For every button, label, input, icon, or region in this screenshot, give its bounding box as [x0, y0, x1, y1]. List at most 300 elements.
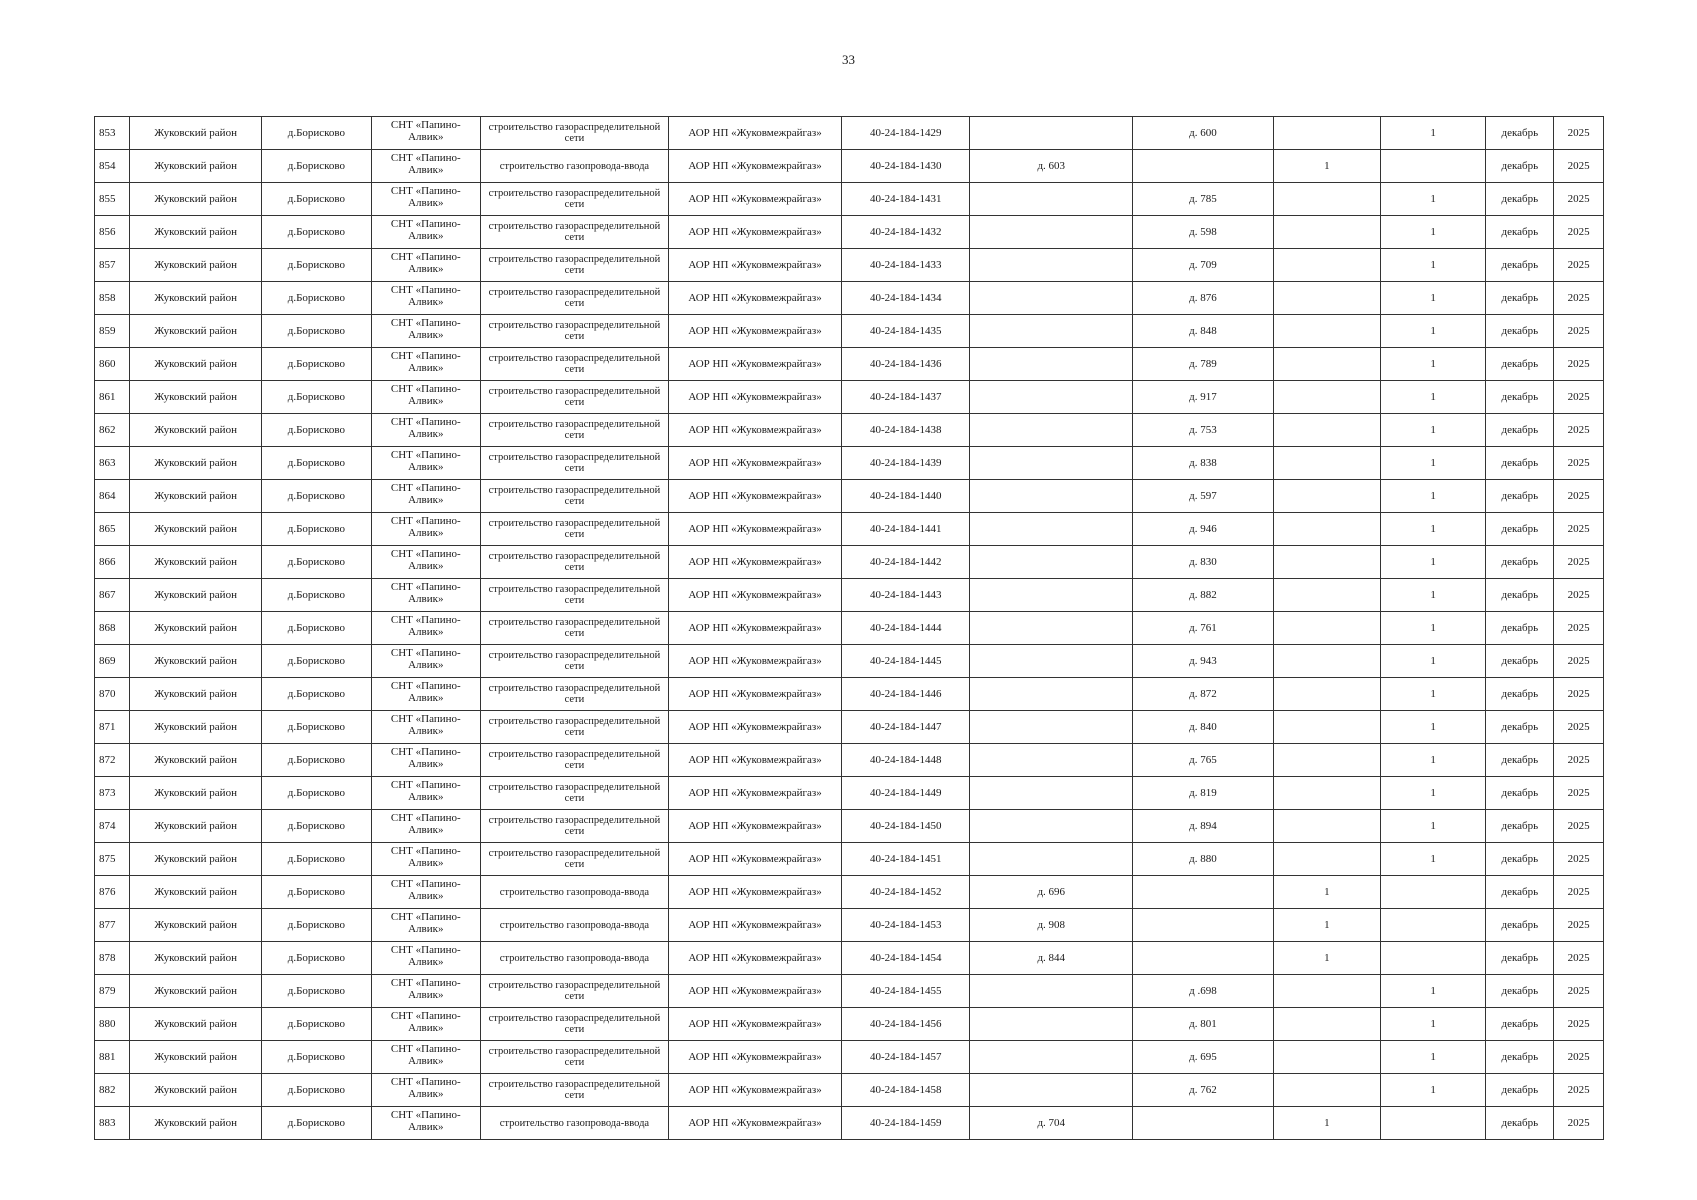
work-type-cell: строительство газораспределительной сети: [481, 777, 669, 810]
district-cell: Жуковский район: [130, 942, 262, 975]
row-number: 870: [95, 678, 130, 711]
cadastral-number-cell: 40-24-184-1445: [842, 645, 970, 678]
house-number-b-cell: д. 598: [1133, 216, 1273, 249]
village-cell: д.Борисково: [262, 645, 371, 678]
house-number-a-cell: д. 844: [970, 942, 1133, 975]
row-number: 878: [95, 942, 130, 975]
organization-cell: АОР НП «Жуковмежрайгаз»: [668, 810, 841, 843]
work-type-cell: строительство газораспределительной сети: [481, 282, 669, 315]
year-cell: 2025: [1554, 1107, 1604, 1140]
row-number: 856: [95, 216, 130, 249]
cadastral-number-cell: 40-24-184-1450: [842, 810, 970, 843]
house-number-a-cell: [970, 612, 1133, 645]
snt-cell: СНТ «Папино-Алвик»: [371, 1041, 480, 1074]
house-number-a-cell: [970, 843, 1133, 876]
quantity-a-cell: [1273, 249, 1380, 282]
village-cell: д.Борисково: [262, 1074, 371, 1107]
house-number-b-cell: д. 830: [1133, 546, 1273, 579]
quantity-a-cell: [1273, 381, 1380, 414]
table-row: [95, 579, 1604, 612]
work-type-cell: строительство газораспределительной сети: [481, 1074, 669, 1107]
table-row: [95, 678, 1604, 711]
table-row: [95, 711, 1604, 744]
quantity-b-cell: 1: [1380, 678, 1485, 711]
quantity-b-cell: 1: [1380, 579, 1485, 612]
quantity-b-cell: [1380, 1107, 1485, 1140]
month-cell: декабрь: [1486, 579, 1554, 612]
house-number-a-cell: д. 603: [970, 150, 1133, 183]
village-cell: д.Борисково: [262, 117, 371, 150]
year-cell: 2025: [1554, 282, 1604, 315]
village-cell: д.Борисково: [262, 612, 371, 645]
year-cell: 2025: [1554, 315, 1604, 348]
cadastral-number-cell: 40-24-184-1443: [842, 579, 970, 612]
cadastral-number-cell: 40-24-184-1456: [842, 1008, 970, 1041]
cadastral-number-cell: 40-24-184-1436: [842, 348, 970, 381]
snt-cell: СНТ «Папино-Алвик»: [371, 183, 480, 216]
village-cell: д.Борисково: [262, 579, 371, 612]
district-cell: Жуковский район: [130, 612, 262, 645]
year-cell: 2025: [1554, 414, 1604, 447]
snt-cell: СНТ «Папино-Алвик»: [371, 744, 480, 777]
house-number-a-cell: [970, 183, 1133, 216]
cadastral-number-cell: 40-24-184-1438: [842, 414, 970, 447]
house-number-a-cell: [970, 216, 1133, 249]
house-number-a-cell: [970, 810, 1133, 843]
district-cell: Жуковский район: [130, 777, 262, 810]
house-number-b-cell: д. 762: [1133, 1074, 1273, 1107]
month-cell: декабрь: [1486, 843, 1554, 876]
table-row: [95, 612, 1604, 645]
row-number: 880: [95, 1008, 130, 1041]
month-cell: декабрь: [1486, 249, 1554, 282]
month-cell: декабрь: [1486, 381, 1554, 414]
year-cell: 2025: [1554, 1074, 1604, 1107]
quantity-b-cell: 1: [1380, 183, 1485, 216]
quantity-b-cell: 1: [1380, 480, 1485, 513]
quantity-b-cell: [1380, 909, 1485, 942]
month-cell: декабрь: [1486, 645, 1554, 678]
village-cell: д.Борисково: [262, 513, 371, 546]
house-number-b-cell: д. 785: [1133, 183, 1273, 216]
house-number-b-cell: д. 600: [1133, 117, 1273, 150]
cadastral-number-cell: 40-24-184-1442: [842, 546, 970, 579]
month-cell: декабрь: [1486, 216, 1554, 249]
year-cell: 2025: [1554, 1008, 1604, 1041]
district-cell: Жуковский район: [130, 909, 262, 942]
house-number-a-cell: [970, 579, 1133, 612]
cadastral-number-cell: 40-24-184-1433: [842, 249, 970, 282]
village-cell: д.Борисково: [262, 744, 371, 777]
cadastral-number-cell: 40-24-184-1431: [842, 183, 970, 216]
organization-cell: АОР НП «Жуковмежрайгаз»: [668, 711, 841, 744]
year-cell: 2025: [1554, 876, 1604, 909]
table-row: [95, 975, 1604, 1008]
district-cell: Жуковский район: [130, 447, 262, 480]
row-number: 877: [95, 909, 130, 942]
quantity-a-cell: [1273, 348, 1380, 381]
organization-cell: АОР НП «Жуковмежрайгаз»: [668, 1008, 841, 1041]
row-number: 857: [95, 249, 130, 282]
organization-cell: АОР НП «Жуковмежрайгаз»: [668, 579, 841, 612]
village-cell: д.Борисково: [262, 1041, 371, 1074]
cadastral-number-cell: 40-24-184-1434: [842, 282, 970, 315]
organization-cell: АОР НП «Жуковмежрайгаз»: [668, 744, 841, 777]
quantity-a-cell: 1: [1273, 876, 1380, 909]
snt-cell: СНТ «Папино-Алвик»: [371, 1074, 480, 1107]
table-row: [95, 645, 1604, 678]
work-type-cell: строительство газопровода-ввода: [481, 150, 669, 183]
cadastral-number-cell: 40-24-184-1451: [842, 843, 970, 876]
snt-cell: СНТ «Папино-Алвик»: [371, 612, 480, 645]
house-number-b-cell: д. 695: [1133, 1041, 1273, 1074]
quantity-b-cell: 1: [1380, 381, 1485, 414]
cadastral-number-cell: 40-24-184-1455: [842, 975, 970, 1008]
table-row: [95, 117, 1604, 150]
month-cell: декабрь: [1486, 348, 1554, 381]
row-number: 872: [95, 744, 130, 777]
house-number-b-cell: [1133, 909, 1273, 942]
work-type-cell: строительство газопровода-ввода: [481, 942, 669, 975]
organization-cell: АОР НП «Жуковмежрайгаз»: [668, 843, 841, 876]
quantity-a-cell: 1: [1273, 942, 1380, 975]
table-row: [95, 150, 1604, 183]
month-cell: декабрь: [1486, 513, 1554, 546]
district-cell: Жуковский район: [130, 1041, 262, 1074]
district-cell: Жуковский район: [130, 711, 262, 744]
house-number-a-cell: [970, 711, 1133, 744]
year-cell: 2025: [1554, 216, 1604, 249]
district-cell: Жуковский район: [130, 975, 262, 1008]
row-number: 868: [95, 612, 130, 645]
organization-cell: АОР НП «Жуковмежрайгаз»: [668, 1107, 841, 1140]
cadastral-number-cell: 40-24-184-1432: [842, 216, 970, 249]
table-row: [95, 282, 1604, 315]
district-cell: Жуковский район: [130, 414, 262, 447]
snt-cell: СНТ «Папино-Алвик»: [371, 150, 480, 183]
table-row: [95, 183, 1604, 216]
district-cell: Жуковский район: [130, 216, 262, 249]
organization-cell: АОР НП «Жуковмежрайгаз»: [668, 1041, 841, 1074]
organization-cell: АОР НП «Жуковмежрайгаз»: [668, 942, 841, 975]
house-number-a-cell: [970, 480, 1133, 513]
house-number-a-cell: [970, 1074, 1133, 1107]
house-number-b-cell: д. 943: [1133, 645, 1273, 678]
quantity-b-cell: 1: [1380, 315, 1485, 348]
table-row: [95, 942, 1604, 975]
row-number: 875: [95, 843, 130, 876]
house-number-b-cell: д. 597: [1133, 480, 1273, 513]
village-cell: д.Борисково: [262, 975, 371, 1008]
year-cell: 2025: [1554, 1041, 1604, 1074]
house-number-b-cell: д. 838: [1133, 447, 1273, 480]
snt-cell: СНТ «Папино-Алвик»: [371, 678, 480, 711]
work-type-cell: строительство газораспределительной сети: [481, 711, 669, 744]
village-cell: д.Борисково: [262, 942, 371, 975]
year-cell: 2025: [1554, 447, 1604, 480]
village-cell: д.Борисково: [262, 216, 371, 249]
house-number-a-cell: [970, 744, 1133, 777]
snt-cell: СНТ «Папино-Алвик»: [371, 315, 480, 348]
table-row: [95, 348, 1604, 381]
house-number-a-cell: [970, 315, 1133, 348]
organization-cell: АОР НП «Жуковмежрайгаз»: [668, 282, 841, 315]
quantity-a-cell: [1273, 1041, 1380, 1074]
year-cell: 2025: [1554, 150, 1604, 183]
year-cell: 2025: [1554, 381, 1604, 414]
year-cell: 2025: [1554, 579, 1604, 612]
work-type-cell: строительство газопровода-ввода: [481, 1107, 669, 1140]
snt-cell: СНТ «Папино-Алвик»: [371, 1008, 480, 1041]
house-number-a-cell: [970, 117, 1133, 150]
month-cell: декабрь: [1486, 711, 1554, 744]
quantity-b-cell: 1: [1380, 843, 1485, 876]
organization-cell: АОР НП «Жуковмежрайгаз»: [668, 183, 841, 216]
house-number-a-cell: [970, 678, 1133, 711]
organization-cell: АОР НП «Жуковмежрайгаз»: [668, 348, 841, 381]
quantity-a-cell: [1273, 216, 1380, 249]
row-number: 882: [95, 1074, 130, 1107]
page-number: 33: [842, 52, 855, 67]
work-type-cell: строительство газораспределительной сети: [481, 579, 669, 612]
cadastral-number-cell: 40-24-184-1429: [842, 117, 970, 150]
year-cell: 2025: [1554, 744, 1604, 777]
quantity-a-cell: [1273, 777, 1380, 810]
table-row: [95, 1008, 1604, 1041]
row-number: 883: [95, 1107, 130, 1140]
quantity-a-cell: [1273, 282, 1380, 315]
table-row: [95, 546, 1604, 579]
house-number-a-cell: д. 704: [970, 1107, 1133, 1140]
row-number: 861: [95, 381, 130, 414]
snt-cell: СНТ «Папино-Алвик»: [371, 117, 480, 150]
row-number: 879: [95, 975, 130, 1008]
village-cell: д.Борисково: [262, 183, 371, 216]
organization-cell: АОР НП «Жуковмежрайгаз»: [668, 909, 841, 942]
village-cell: д.Борисково: [262, 843, 371, 876]
work-type-cell: строительство газораспределительной сети: [481, 414, 669, 447]
quantity-b-cell: 1: [1380, 1074, 1485, 1107]
table-row: [95, 249, 1604, 282]
village-cell: д.Борисково: [262, 348, 371, 381]
row-number: 866: [95, 546, 130, 579]
quantity-a-cell: [1273, 183, 1380, 216]
district-cell: Жуковский район: [130, 348, 262, 381]
month-cell: декабрь: [1486, 414, 1554, 447]
table-row: [95, 480, 1604, 513]
village-cell: д.Борисково: [262, 1107, 371, 1140]
work-type-cell: строительство газораспределительной сети: [481, 975, 669, 1008]
house-number-b-cell: д. 753: [1133, 414, 1273, 447]
cadastral-number-cell: 40-24-184-1439: [842, 447, 970, 480]
quantity-b-cell: 1: [1380, 810, 1485, 843]
row-number: 873: [95, 777, 130, 810]
snt-cell: СНТ «Папино-Алвик»: [371, 348, 480, 381]
snt-cell: СНТ «Папино-Алвик»: [371, 975, 480, 1008]
gasification-table: [94, 116, 1604, 1140]
month-cell: декабрь: [1486, 117, 1554, 150]
house-number-b-cell: д. 789: [1133, 348, 1273, 381]
snt-cell: СНТ «Папино-Алвик»: [371, 810, 480, 843]
house-number-b-cell: д. 801: [1133, 1008, 1273, 1041]
work-type-cell: строительство газораспределительной сети: [481, 678, 669, 711]
quantity-a-cell: [1273, 546, 1380, 579]
quantity-a-cell: [1273, 447, 1380, 480]
quantity-b-cell: 1: [1380, 975, 1485, 1008]
organization-cell: АОР НП «Жуковмежрайгаз»: [668, 315, 841, 348]
year-cell: 2025: [1554, 942, 1604, 975]
quantity-b-cell: 1: [1380, 645, 1485, 678]
district-cell: Жуковский район: [130, 117, 262, 150]
snt-cell: СНТ «Папино-Алвик»: [371, 282, 480, 315]
table-row: [95, 315, 1604, 348]
house-number-b-cell: д. 876: [1133, 282, 1273, 315]
house-number-b-cell: [1133, 942, 1273, 975]
cadastral-number-cell: 40-24-184-1441: [842, 513, 970, 546]
house-number-a-cell: [970, 414, 1133, 447]
district-cell: Жуковский район: [130, 678, 262, 711]
district-cell: Жуковский район: [130, 876, 262, 909]
work-type-cell: строительство газораспределительной сети: [481, 810, 669, 843]
house-number-b-cell: д .698: [1133, 975, 1273, 1008]
year-cell: 2025: [1554, 678, 1604, 711]
organization-cell: АОР НП «Жуковмежрайгаз»: [668, 480, 841, 513]
house-number-b-cell: д. 765: [1133, 744, 1273, 777]
snt-cell: СНТ «Папино-Алвик»: [371, 1107, 480, 1140]
quantity-b-cell: 1: [1380, 117, 1485, 150]
district-cell: Жуковский район: [130, 315, 262, 348]
work-type-cell: строительство газораспределительной сети: [481, 645, 669, 678]
month-cell: декабрь: [1486, 447, 1554, 480]
row-number: 860: [95, 348, 130, 381]
district-cell: Жуковский район: [130, 645, 262, 678]
quantity-a-cell: [1273, 579, 1380, 612]
month-cell: декабрь: [1486, 1107, 1554, 1140]
table-row: [95, 1107, 1604, 1140]
house-number-a-cell: [970, 513, 1133, 546]
table-row: [95, 810, 1604, 843]
organization-cell: АОР НП «Жуковмежрайгаз»: [668, 612, 841, 645]
organization-cell: АОР НП «Жуковмежрайгаз»: [668, 876, 841, 909]
district-cell: Жуковский район: [130, 249, 262, 282]
organization-cell: АОР НП «Жуковмежрайгаз»: [668, 249, 841, 282]
work-type-cell: строительство газораспределительной сети: [481, 1008, 669, 1041]
work-type-cell: строительство газораспределительной сети: [481, 381, 669, 414]
quantity-b-cell: 1: [1380, 216, 1485, 249]
year-cell: 2025: [1554, 348, 1604, 381]
quantity-a-cell: [1273, 117, 1380, 150]
snt-cell: СНТ «Папино-Алвик»: [371, 447, 480, 480]
work-type-cell: строительство газораспределительной сети: [481, 513, 669, 546]
organization-cell: АОР НП «Жуковмежрайгаз»: [668, 1074, 841, 1107]
row-number: 874: [95, 810, 130, 843]
snt-cell: СНТ «Папино-Алвик»: [371, 414, 480, 447]
village-cell: д.Борисково: [262, 711, 371, 744]
house-number-a-cell: [970, 381, 1133, 414]
quantity-a-cell: 1: [1273, 909, 1380, 942]
organization-cell: АОР НП «Жуковмежрайгаз»: [668, 678, 841, 711]
snt-cell: СНТ «Папино-Алвик»: [371, 711, 480, 744]
quantity-b-cell: 1: [1380, 513, 1485, 546]
organization-cell: АОР НП «Жуковмежрайгаз»: [668, 447, 841, 480]
district-cell: Жуковский район: [130, 282, 262, 315]
village-cell: д.Борисково: [262, 480, 371, 513]
snt-cell: СНТ «Папино-Алвик»: [371, 480, 480, 513]
row-number: 858: [95, 282, 130, 315]
row-number: 871: [95, 711, 130, 744]
row-number: 853: [95, 117, 130, 150]
cadastral-number-cell: 40-24-184-1457: [842, 1041, 970, 1074]
snt-cell: СНТ «Папино-Алвик»: [371, 645, 480, 678]
month-cell: декабрь: [1486, 909, 1554, 942]
cadastral-number-cell: 40-24-184-1459: [842, 1107, 970, 1140]
organization-cell: АОР НП «Жуковмежрайгаз»: [668, 150, 841, 183]
year-cell: 2025: [1554, 546, 1604, 579]
house-number-a-cell: [970, 546, 1133, 579]
quantity-b-cell: 1: [1380, 447, 1485, 480]
district-cell: Жуковский район: [130, 810, 262, 843]
quantity-b-cell: 1: [1380, 612, 1485, 645]
house-number-a-cell: [970, 1008, 1133, 1041]
village-cell: д.Борисково: [262, 249, 371, 282]
cadastral-number-cell: 40-24-184-1449: [842, 777, 970, 810]
house-number-b-cell: [1133, 150, 1273, 183]
year-cell: 2025: [1554, 909, 1604, 942]
month-cell: декабрь: [1486, 1074, 1554, 1107]
district-cell: Жуковский район: [130, 579, 262, 612]
year-cell: 2025: [1554, 810, 1604, 843]
cadastral-number-cell: 40-24-184-1430: [842, 150, 970, 183]
quantity-b-cell: 1: [1380, 546, 1485, 579]
month-cell: декабрь: [1486, 810, 1554, 843]
row-number: 859: [95, 315, 130, 348]
row-number: 876: [95, 876, 130, 909]
quantity-b-cell: [1380, 150, 1485, 183]
work-type-cell: строительство газопровода-ввода: [481, 909, 669, 942]
organization-cell: АОР НП «Жуковмежрайгаз»: [668, 975, 841, 1008]
house-number-a-cell: [970, 348, 1133, 381]
quantity-a-cell: [1273, 843, 1380, 876]
quantity-a-cell: 1: [1273, 1107, 1380, 1140]
quantity-b-cell: 1: [1380, 249, 1485, 282]
district-cell: Жуковский район: [130, 480, 262, 513]
year-cell: 2025: [1554, 975, 1604, 1008]
district-cell: Жуковский район: [130, 546, 262, 579]
cadastral-number-cell: 40-24-184-1446: [842, 678, 970, 711]
table-row: [95, 876, 1604, 909]
month-cell: декабрь: [1486, 315, 1554, 348]
district-cell: Жуковский район: [130, 381, 262, 414]
year-cell: 2025: [1554, 183, 1604, 216]
district-cell: Жуковский район: [130, 744, 262, 777]
month-cell: декабрь: [1486, 1008, 1554, 1041]
work-type-cell: строительство газораспределительной сети: [481, 216, 669, 249]
quantity-b-cell: 1: [1380, 744, 1485, 777]
quantity-a-cell: [1273, 810, 1380, 843]
work-type-cell: строительство газораспределительной сети: [481, 1041, 669, 1074]
village-cell: д.Борисково: [262, 315, 371, 348]
row-number: 867: [95, 579, 130, 612]
quantity-a-cell: [1273, 1008, 1380, 1041]
row-number: 881: [95, 1041, 130, 1074]
quantity-b-cell: 1: [1380, 1041, 1485, 1074]
table-row: [95, 1074, 1604, 1107]
quantity-b-cell: [1380, 942, 1485, 975]
row-number: 864: [95, 480, 130, 513]
district-cell: Жуковский район: [130, 150, 262, 183]
village-cell: д.Борисково: [262, 876, 371, 909]
quantity-a-cell: [1273, 513, 1380, 546]
